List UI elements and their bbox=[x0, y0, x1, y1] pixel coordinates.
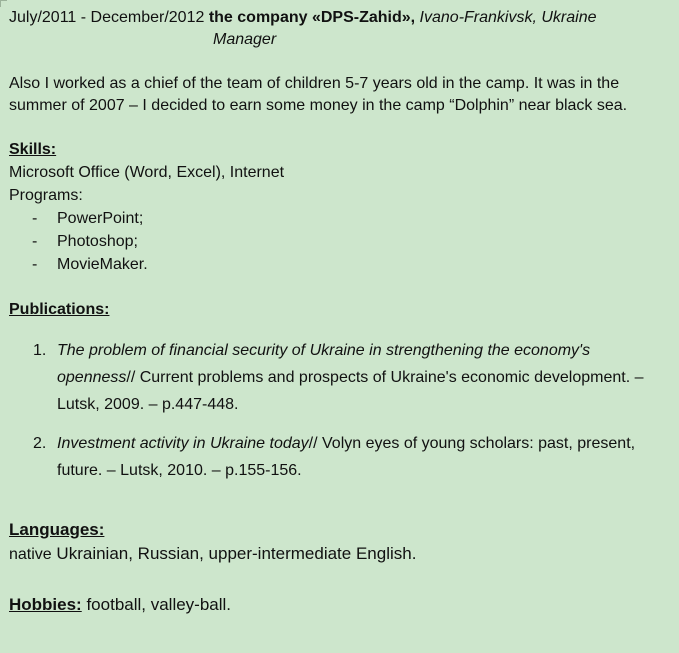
publications-section bbox=[9, 299, 673, 321]
list-item bbox=[9, 253, 673, 276]
program-name: MovieMaker. bbox=[57, 256, 148, 273]
skills-programs-label: Programs: bbox=[9, 187, 83, 204]
languages-section bbox=[9, 518, 673, 542]
publications-list bbox=[9, 337, 673, 484]
publication-title: Investment activity in Ukraine today bbox=[57, 435, 309, 452]
job-period: July/2011 - December/2012 bbox=[9, 9, 205, 26]
bullet-dash: - bbox=[32, 210, 38, 227]
bullet-dash: - bbox=[32, 233, 38, 250]
job-location: Ivano-Frankivsk, Ukraine bbox=[419, 9, 597, 26]
job-entry-line bbox=[9, 7, 673, 29]
publication-details: // Volyn eyes of young scholars: past, present, future. – Lutsk, 2010. – p.155-156. bbox=[57, 435, 636, 479]
list-item bbox=[9, 207, 673, 230]
publication-details: // Current problems and prospects of Ukraine's economic development. – Lutsk, 2009. – p.447-448. bbox=[57, 369, 644, 413]
skills-office: Microsoft Office (Word, Excel), Internet bbox=[9, 164, 285, 181]
list-item bbox=[9, 430, 673, 484]
publication-number: 2. bbox=[33, 435, 47, 452]
hobbies-heading: Hobbies: bbox=[9, 595, 82, 614]
program-name: PowerPoint; bbox=[57, 210, 144, 227]
languages-lead: native bbox=[9, 546, 52, 563]
languages-text-line bbox=[9, 542, 673, 567]
programs-list bbox=[9, 207, 673, 276]
languages-text: Ukrainian, Russian, upper-intermediate English. bbox=[51, 544, 417, 563]
job-company: the company «DPS-Zahid», bbox=[208, 9, 416, 26]
skills-section bbox=[9, 139, 673, 161]
publication-number: 1. bbox=[33, 342, 47, 359]
publication-title: The problem of financial security of Ukraine in strengthening the economy's openness bbox=[57, 342, 591, 386]
hobbies-section bbox=[9, 593, 673, 617]
publications-heading: Publications: bbox=[9, 301, 110, 318]
skills-heading: Skills: bbox=[9, 141, 57, 158]
page-corner-mark bbox=[0, 0, 7, 7]
program-name: Photoshop; bbox=[57, 233, 138, 250]
resume-document bbox=[9, 7, 673, 617]
list-item bbox=[9, 230, 673, 253]
bullet-dash: - bbox=[32, 256, 38, 273]
list-item bbox=[9, 337, 673, 418]
hobbies-text: football, valley-ball. bbox=[81, 595, 232, 614]
camp-paragraph: Also I worked as a chief of the team of children 5-7 years old in the camp. It was in the summer of 2007 – I decided to earn some money in the camp “Dolphin” near black sea. bbox=[9, 75, 628, 114]
languages-heading: Languages: bbox=[9, 520, 105, 539]
job-position: Manager bbox=[213, 31, 277, 48]
